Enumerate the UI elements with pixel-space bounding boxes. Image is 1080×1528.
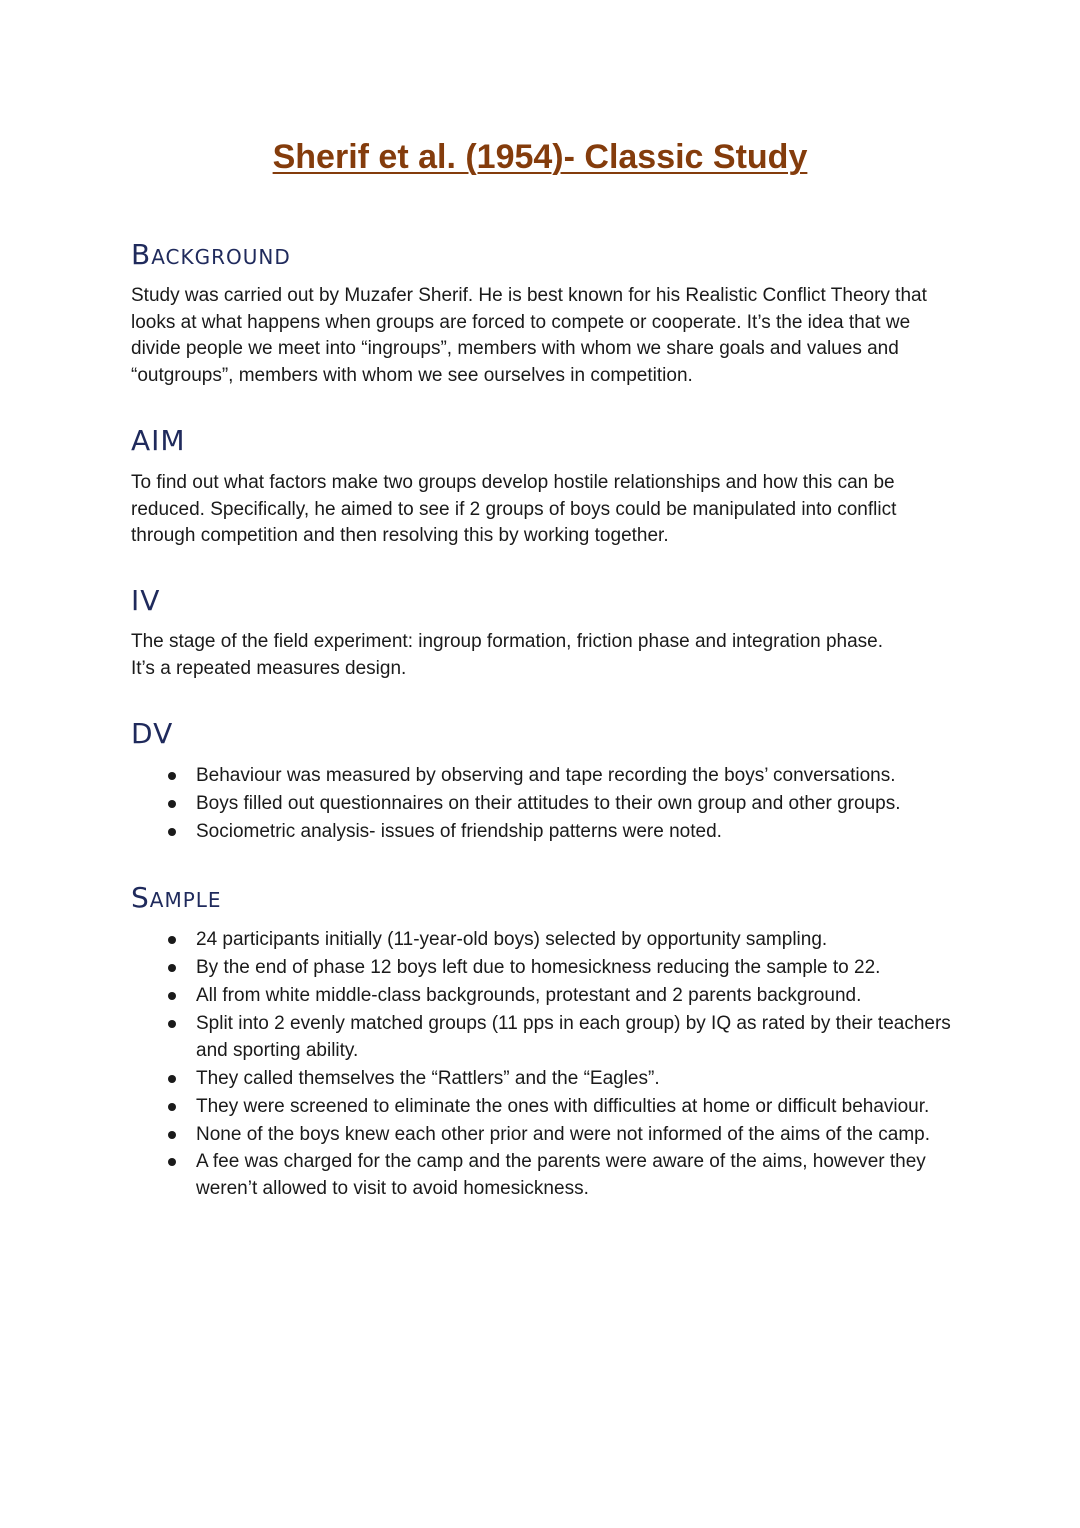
background-text: Study was carried out by Muzafer Sherif. He is best known for his Realistic Conflict Theory that looks at what happens when groups are forced to compete or cooperate. It’s the idea that we divide people we meet into “ingroups”, members with whom we share goals and values and “outgroups”, members with whom we see ourselves in competition. [131,285,927,386]
bullet-icon [168,936,176,944]
aim-text: To find out what factors make two groups develop hostile relationships and how this can be reduced. Specifically, he aimed to see if 2 groups of boys could be manipulated into conflict through competition and then resolving this by working together. [131,472,897,547]
list-item: All from white middle-class backgrounds, protestant and 2 parents background. [131,983,971,1010]
bullet-icon [168,1103,176,1111]
list-item: Sociometric analysis- issues of friendship patterns were noted. [131,819,971,846]
iv-line-2: It’s a repeated measures design. [131,657,407,679]
iv-heading-text: IV [131,584,161,617]
iv-paragraph [131,629,951,682]
iv-line-1: The stage of the field experiment: ingroup formation, friction phase and integration phase. [131,631,884,652]
list-item: They were screened to eliminate the ones with difficulties at home or difficult behaviour. [131,1094,971,1121]
bullet-icon [168,800,176,808]
dv-list [131,763,971,847]
bullet-icon [168,1075,176,1083]
bullet-icon [168,772,176,780]
sample-heading [131,881,222,915]
iv-heading [131,584,160,618]
bullet-icon [168,828,176,836]
sample-heading-text: Sample [131,881,222,914]
bullet-icon [168,1020,176,1028]
list-item: By the end of phase 12 boys left due to homesickness reducing the sample to 22. [131,955,971,982]
page-title-text: Sherif et al. (1954)- Classic Study [272,138,808,176]
aim-heading-text: AIM [131,424,186,457]
dv-heading-text: DV [131,717,174,750]
dv-heading [131,717,173,751]
list-item: A fee was charged for the camp and the parents were aware of the aims, however they weren’t allowed to visit to avoid homesickness. [131,1149,971,1202]
background-paragraph [131,283,951,389]
aim-paragraph [131,470,951,550]
sample-list [131,927,971,1204]
list-item: Boys filled out questionnaires on their attitudes to their own group and other groups. [131,791,971,818]
list-item: They called themselves the “Rattlers” and the “Eagles”. [131,1066,971,1093]
background-heading-text: Background [131,238,291,271]
bullet-icon [168,1158,176,1166]
list-item: 24 participants initially (11-year-old boys) selected by opportunity sampling. [131,927,971,954]
bullet-icon [168,964,176,972]
aim-heading [131,424,186,458]
bullet-icon [168,1131,176,1139]
list-item: Behaviour was measured by observing and tape recording the boys’ conversations. [131,763,971,790]
list-item: None of the boys knew each other prior and were not informed of the aims of the camp. [131,1122,971,1149]
page-title [0,134,1080,180]
list-item: Split into 2 evenly matched groups (11 pps in each group) by IQ as rated by their teachers and sporting ability. [131,1011,971,1064]
bullet-icon [168,992,176,1000]
background-heading [131,238,291,272]
